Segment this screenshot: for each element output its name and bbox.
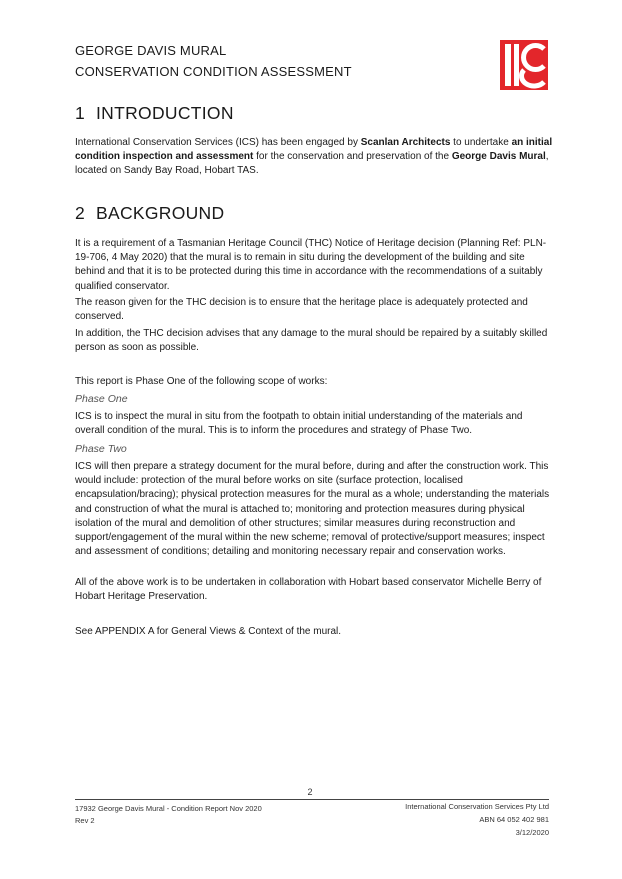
section-heading-background	[75, 203, 224, 224]
intro-paragraph: International Conservation Services (ICS) has been engaged by Scanlan Architects to undertake an initial condition inspection and assessment for the conservation and preservation of the George Davis Mural, located on Sandy Bay Road, Hobart TAS.	[75, 137, 553, 177]
background-paragraph-5: All of the above work is to be undertaken in collaboration with Hobart based conservator Michelle Berry of Hobart Heritage Preservation.	[75, 577, 542, 603]
document-date: 3/12/2020	[515, 828, 549, 837]
document-header	[75, 40, 352, 82]
section-heading-introduction	[75, 103, 234, 124]
section-title: INTRODUCTION	[96, 103, 234, 123]
footer-left	[75, 803, 262, 827]
client-name: Scanlan Architects	[360, 137, 451, 148]
phase-two-text: ICS will then prepare a strategy document for the mural before, during and after the construction work. This would include: protection of the mural before works on site (surface protection, localised encapsulation/bracing); physical protection measures for the mural as a whole; understanding the materials and construction of what the mural is attached to; monitoring and protection measures during physical isolation of the mural and demolition of other structures; similar measures during reconstruction and support/engagement of the mural within the new scheme; removal of protective/support measures; inspect and assessment of conditions; detailing and monitoring necessary repair and conservation works.	[75, 461, 550, 558]
ics-logo	[500, 40, 548, 90]
report-reference: 17932 George Davis Mural - Condition Report Nov 2020	[75, 804, 262, 813]
document-subtitle: CONSERVATION CONDITION ASSESSMENT	[75, 64, 352, 79]
appendix-reference: See APPENDIX A for General Views & Context of the mural.	[75, 626, 342, 637]
background-paragraph-2: The reason given for the THC decision is to ensure that the heritage place is adequately protected and conserved.	[75, 297, 528, 323]
phase-one-label: Phase One	[75, 393, 128, 405]
company-abn: ABN 64 052 402 981	[479, 815, 549, 824]
background-paragraph-3: In addition, the THC decision advises that any damage to the mural should be repaired by a suitably skilled person as soon as possible.	[75, 328, 548, 354]
section-title: BACKGROUND	[96, 203, 225, 223]
mural-name: George Davis Mural	[451, 151, 546, 163]
page-number: 2	[307, 787, 313, 797]
background-paragraph-1: It is a requirement of a Tasmanian Heritage Council (THC) Notice of Heritage decision (Planning Ref: PLN-19-706, 4 May 2020) that the mural is to remain in situ during the development of the building and site behind and that it is to be protected during this time in accordance with the recommendations of a suitably qualified conservator.	[75, 238, 547, 292]
phase-two-label: Phase Two	[75, 443, 127, 455]
document-title: GEORGE DAVIS MURAL	[75, 43, 227, 58]
footer-right	[405, 800, 549, 839]
background-paragraph-4: This report is Phase One of the following scope of works:	[75, 376, 328, 387]
phase-one-text: ICS is to inspect the mural in situ from the footpath to obtain initial understanding of the materials and overall condition of the mural. This is to inform the procedures and strategy of Phase Two.	[75, 411, 523, 437]
company-name: International Conservation Services Pty Ltd	[405, 802, 549, 811]
section-number: 1	[75, 103, 86, 123]
section-number: 2	[75, 203, 86, 223]
revision: Rev 2	[75, 816, 95, 825]
engagement-scope: an initial condition inspection and assessment	[75, 137, 553, 163]
